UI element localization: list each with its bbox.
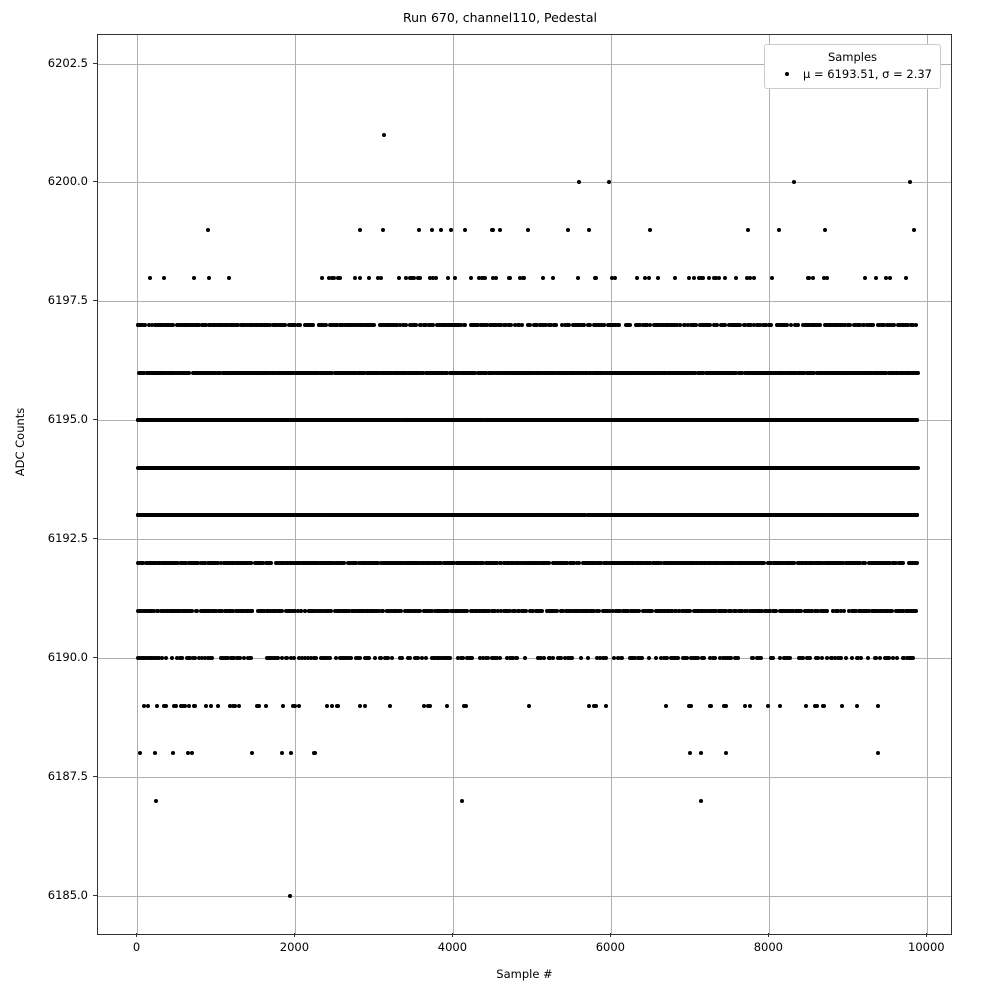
legend-title: Samples	[827, 50, 878, 64]
y-axis-label: ADC Counts	[13, 407, 27, 477]
chart-title: Run 670, channel110, Pedestal	[403, 10, 597, 25]
x-axis-tick-labels	[97, 940, 952, 960]
x-tick-label: 8000	[753, 940, 783, 954]
gridline-horizontal	[98, 539, 951, 540]
y-tick-label: 6202.5	[47, 55, 88, 70]
y-tick-label: 6197.5	[47, 293, 88, 308]
y-tick-label: 6200.0	[47, 174, 88, 189]
gridline-vertical	[453, 35, 454, 934]
y-tick-label: 6192.5	[47, 531, 88, 546]
y-tick-label: 6187.5	[47, 769, 88, 784]
gridline-vertical	[769, 35, 770, 934]
legend-marker-point	[785, 72, 789, 76]
gridline-horizontal	[98, 182, 951, 183]
gridline-horizontal	[98, 896, 951, 897]
x-tick-label: 0	[132, 940, 141, 954]
legend-entry-label: μ = 6193.51, σ = 2.37	[803, 67, 932, 81]
gridline-vertical	[137, 35, 138, 934]
y-tick-label: 6195.0	[47, 412, 88, 427]
x-tick-label: 2000	[279, 940, 310, 954]
x-axis-label: Sample #	[496, 967, 553, 981]
legend	[764, 44, 941, 89]
x-tick-label: 6000	[595, 940, 626, 954]
legend-entry	[773, 67, 932, 81]
x-tick-label: 10000	[908, 940, 945, 954]
gridline-horizontal	[98, 777, 951, 778]
x-tick-label: 4000	[437, 940, 468, 954]
gridline-vertical	[295, 35, 296, 934]
gridline-horizontal	[98, 301, 951, 302]
gridline-vertical	[927, 35, 928, 934]
y-tick-label: 6190.0	[47, 650, 88, 665]
plot-area	[97, 34, 952, 935]
gridline-vertical	[611, 35, 612, 934]
y-tick-label: 6185.0	[47, 887, 88, 902]
